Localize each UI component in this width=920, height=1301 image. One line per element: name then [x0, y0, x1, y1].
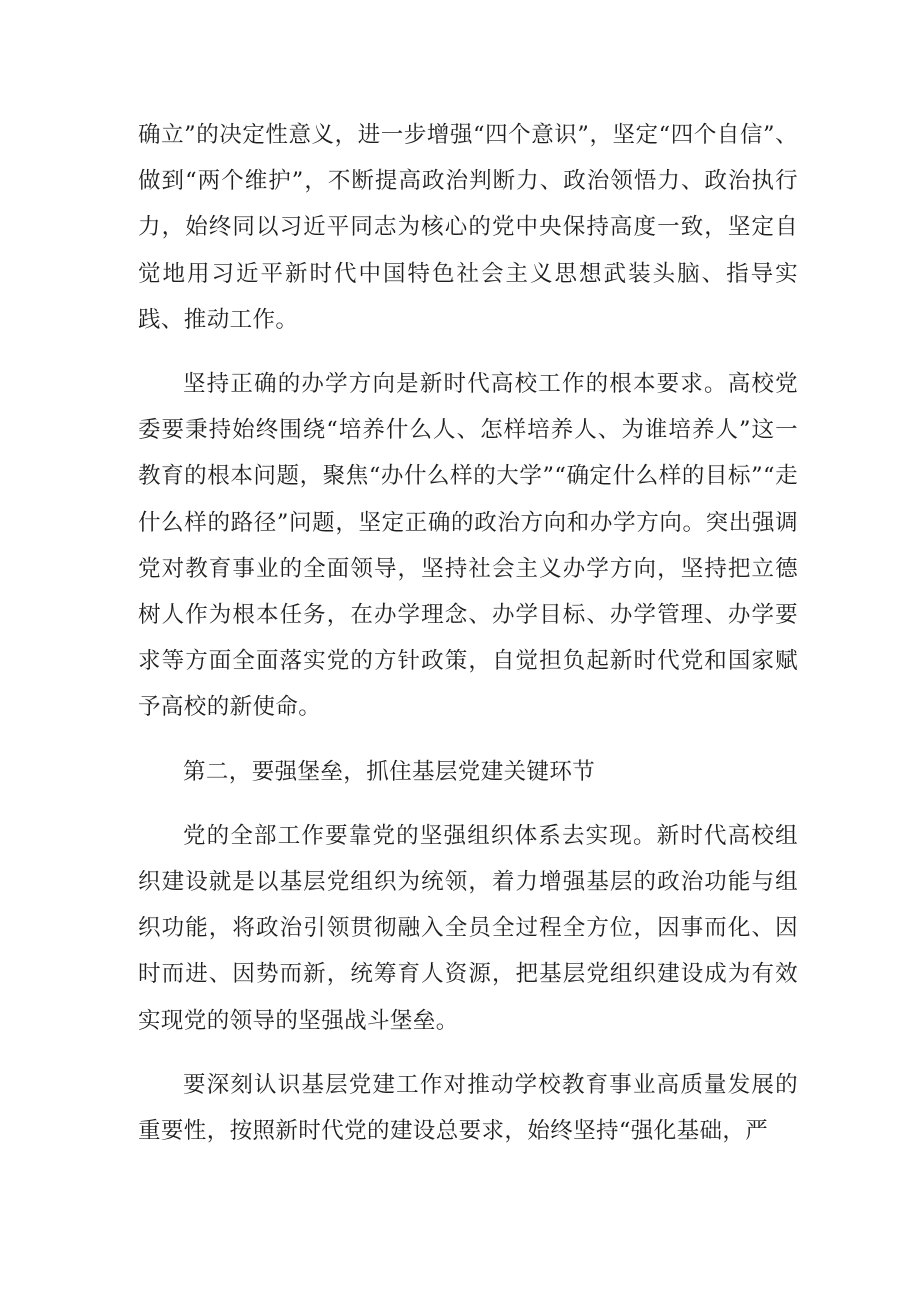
paragraph-school-direction: 坚持正确的办学方向是新时代高校工作的根本要求。高校党委要秉持始终围绕“培养什么人、怎样培养人、为谁培养人”这一教育的根本问题，聚焦“办什么样的大学”“确定什么样的目标”“走什么样的路径”问题，坚定正确的政治方向和办学方向。突出强调党对教育事业的全面领导，坚持社会主义办学方向，坚持把立德树人作为根本任务，在办学理念、办学目标、办学管理、办学要求等方面全面落实党的方针政策，自觉担负起新时代党和国家赋予高校的新使命。: [138, 371, 798, 721]
paragraph-organization-system: 党的全部工作要靠党的坚强组织体系去实现。新时代高校组织建设就是以基层党组织为统领，着力增强基层的政治功能与组织功能，将政治引领贯彻融入全员全过程全方位，因事而化、因时而进、因势而新，统筹育人资源，把基层党组织建设成为有效实现党的领导的坚强战斗堡垒。: [138, 822, 798, 1034]
document-body: [138, 112, 798, 1172]
section-heading-two: 第二，要强堡垒，抓住基层党建关键环节: [183, 758, 596, 785]
paragraph-grassroots-importance: 要深刻认识基层党建工作对推动学校教育事业高质量发展的重要性，按照新时代党的建设总要求，始终坚持“强化基础，严: [138, 1071, 798, 1145]
paragraph-continuation: 确立”的决定性意义，进一步增强“四个意识”，坚定“四个自信”、做到“两个维护”，不断提高政治判断力、政治领悟力、政治执行力，始终同以习近平同志为核心的党中央保持高度一致，坚定自觉地用习近平新时代中国特色社会主义思想武装头脑、指导实践、推动工作。: [138, 122, 798, 333]
